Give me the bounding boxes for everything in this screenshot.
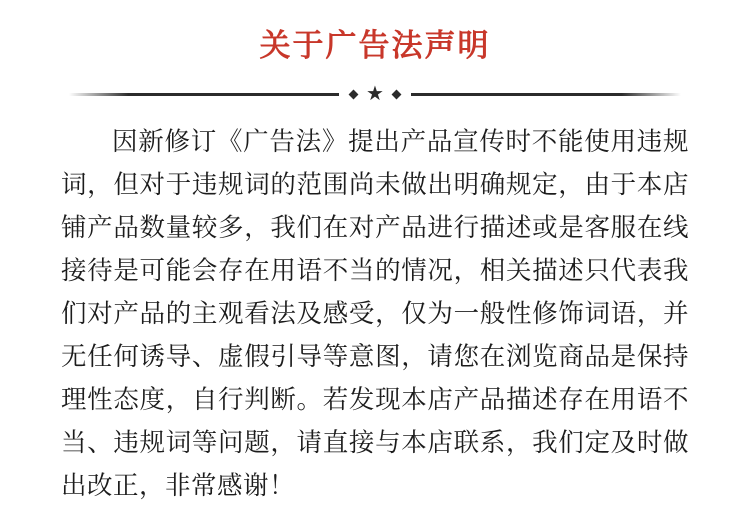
divider-ornament [339, 81, 411, 106]
diamond-icon-left [349, 89, 359, 99]
page-title: 关于广告法声明 [259, 28, 491, 64]
notice-body-text: 因新修订《广告法》提出产品宣传时不能使用违规词，但对于违规词的范围尚未做出明确规定，由于本店铺产品数量较多，我们在对产品进行描述或是客服在线接待是可能会存在用语不当的情况，相关描述只代表我们对产品的主观看法及感受，仅为一般性修饰词语，并无任何诱导、虚假引导等意图，请您在浏览商品是保持理性态度，自行判断。若发现本店产品描述存在用语不当、违规词等问题，请直接与本店联系，我们定及时做出改正，非常感谢！ [61, 127, 689, 502]
divider-rule-right [411, 93, 681, 96]
ornamental-divider [69, 83, 681, 105]
divider-rule-left [69, 93, 339, 96]
diamond-icon-right [392, 89, 402, 99]
star-icon: ★ [366, 81, 384, 106]
